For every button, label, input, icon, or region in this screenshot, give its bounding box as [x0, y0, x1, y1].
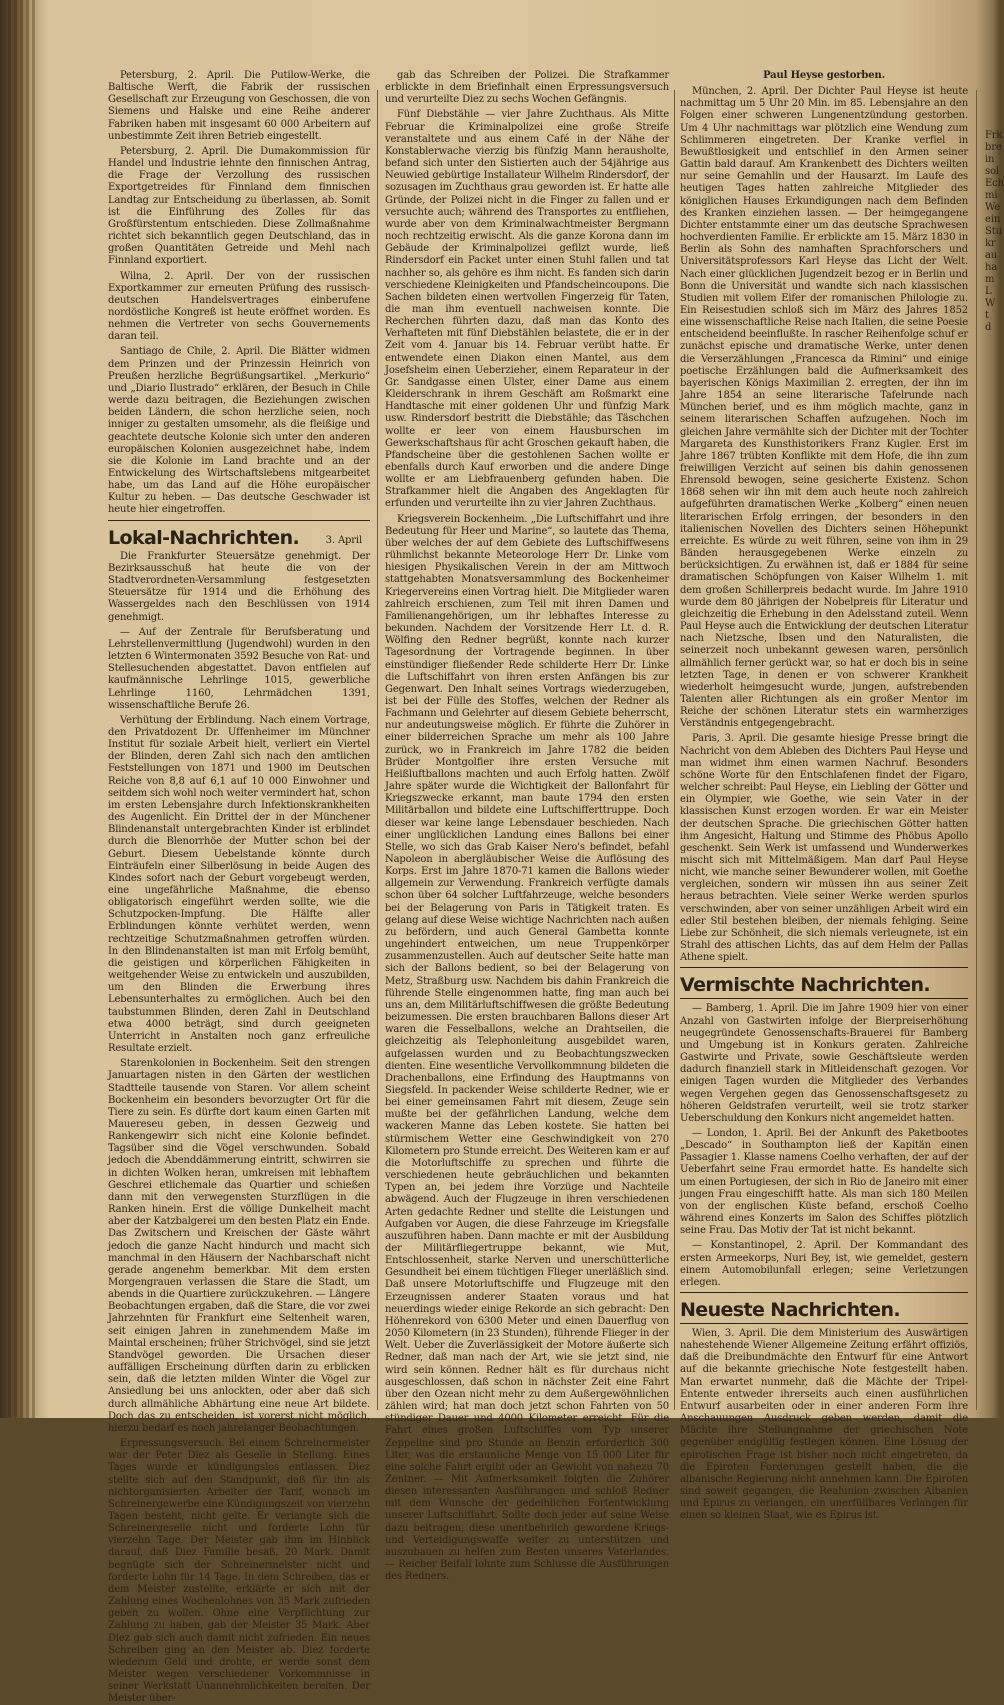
article-erpressung: Erpressungsversuch. Bei einem Schreinermeister war der Peter Diez als Geselle in Stellung. Eines Tages wurde er kündigungslos entlassen. Diez stellte sich auf den Standpunkt, daß für ihn als nichtorganisierten Arbeiter der Tarif, wonach im Schreinergewerbe eine Kündigungszeit von vierzehn Tagen besteht, nicht gelte. Er verlangte sich die Schreinergeselle nicht und forderte Lohn für vierzehn Tage. Der Meister gab ihm im Hinblick darauf, daß Diez Familie besaß, 20 Mark. Damit begnügte sich der Schreinermeister nicht und forderte Lohn für 14 Tage. In dem Schreiben, das er dem Meister zustellte, erklärte er sich mit der Zahlung eines Wochenlohnes von 35 Mark zufrieden geben zu wollen. Ohne eine Verpflichtung zur Zahlung zu haben, gab der Meister 35 Mark. Aber Diez gab sich auch damit nicht zufrieden. Ein neues Schreiben ging an den Meister ab. Diez forderte wiederum Geld und drohte, er werde sonst dem Meister wegen verschiedener Vorkommnisse in seiner Werkstatt Unannehmlichkeiten bereiten. Der Meister über-	[108, 1438, 370, 1705]
section-rule	[680, 998, 968, 999]
cut-line: m	[985, 274, 995, 285]
section-rule	[680, 967, 968, 968]
cut-line: kr	[985, 238, 996, 249]
article-erblindung: Verhütung der Erblindung. Nach einem Vortrage, den Privatdozent Dr. Uffenheimer im Münchner Institut für soziale Arbeit hielt, verliert ein Viertel der Blinden, deren Zahl sich nach den amtlichen Feststellungen von 1871 und 1900 im Deutschen Reiche von 8,8 auf 6,1 auf 10 000 Einwohner und seitdem sich wohl noch weiter vermindert hat, schon im ersten Lebensjahre durch Infektionskrankheiten des Augenlicht. Ein Drittel der in der Münchener Blindenanstalt untergebrachten Kinder ist erblindet durch die Blenorrhöe der Mutter schon bei der Geburt. Diesem Uebelstande könnte durch Einträufeln einer Silberlösung in beide Augen des Kindes sofort nach der Geburt vorgebeugt werden, eine ungefährliche Maßnahme, die ebenso obligatorisch eingeführt werden sollte, wie die Schutzpocken-Impfung. Die Hälfte aller Erblindungen könnte verhütet werden, wenn rechtzeitige Schutzmaßnahmen getroffen würden. In den Blindenanstalten ist man mit Erfolg bemüht, die geistigen und körperlichen Fähigkeiten in weitgehender Weise zu entwickeln und auszubilden, um den Blinden die Erwerbung ihres Lebensunterhaltes zu ermöglichen. Auch bei den taubstummen Blinden, deren Zahl in Deutschland etwa 4000 beträgt, sind durch geeigneten Unterricht in Anstalten noch ganz erfreuliche Resultate erzielt.	[108, 714, 370, 1055]
article-heyse-paris: Paris, 3. April. Die gesamte hiesige Presse bringt die Nachricht von dem Ableben des Dichters Paul Heyse und man widmet ihm einen warmen Nachruf. Besonders schöne Worte für den Entschlafenen findet der Figaro, welcher schreibt: Paul Heyse, ein Liebling der Götter und ein Olympier, wie Goethe, wie sein Vater in der klassischen Kunst erzogen worden. Er war ein Meister der deutschen Sprache. Die griechischen Götter hatten ihm Angesicht, Haltung und Stimme des Phöbus Apollo geschenkt. Sein Werk ist umfassend und Wunderwerkes mischt sich mit Mittelmäßigem. Man darf Paul Heyse nicht, wie manche seiner Bewunderer wollen, mit Goethe vergleichen, sondern wir müssen ihn aus seiner Zeit heraus betrachten. Viele seiner Werke werden spurlos verschwinden, aber von seiner unzähligen Arbeit wird ein edler Stil bestehen bleiben, der niemals fehlging. Seine Liebe zur Schönheit, die sich niemals verleugnete, ist ein Strahl des attischen Lichts, das auf dem Helm der Pallas Athene spielt.	[680, 733, 968, 964]
article-berufsberatung: — Auf der Zentrale für Berufsberatung und Lehrstellenvermittlung (Jugendwohl) wurden in den letzten 6 Wintermonaten 3592 Besuche von Rat- und Stellesuchenden abgestattet. Davon entfielen auf kaufmännische Lehrlinge 1015, gewerbliche Lehrlinge 1160, Lehrmädchen 1391, wissenschaftliche Berufe 26.	[108, 626, 370, 711]
page-edge	[14, 0, 17, 1418]
section-rule	[680, 1323, 968, 1324]
section-rule	[108, 520, 370, 521]
cut-line: d	[985, 322, 992, 333]
cut-line: mi	[985, 190, 998, 201]
column-rule	[674, 90, 675, 1410]
column-rule	[377, 90, 378, 1410]
page-edge	[8, 0, 11, 1418]
cut-line: Ech	[985, 178, 1004, 189]
section-date: 3. April	[325, 534, 362, 546]
article-petersburg-1: Petersburg, 2. April. Die Putilow-Werke, die Baltische Werft, die Fabrik der russischen Gesellschaft zur Erzeugung von Geschossen, die von Siemens und Halske und eine Reihe anderer Fabriken haben mit insgesamt 60 000 Arbeitern auf unbestimmte Zeit ihren Betrieb eingestellt.	[108, 70, 370, 142]
section-heading-neueste: Neueste Nachrichten.	[680, 1299, 900, 1321]
cut-line: ha	[985, 262, 998, 273]
cut-line: ein	[985, 214, 1001, 225]
section-heading-lokal: Lokal-Nachrichten.	[108, 526, 300, 549]
article-santiago: Santiago de Chile, 2. April. Die Blätter widmen dem Prinzen und der Prinzessin Heinrich von Preußen herzliche Begrüßungsartikel. „Merkurio“ und „Diario Ilustrado“ erklären, der Besuch in Chile werde dazu beitragen, die Beziehungen zwischen beiden Ländern, die schon herzliche seien, noch inniger zu gestalten umsomehr, als die fleißige und geachtete deutsche Kolonie sich unter den anderen europäischen Kolonien ausgezeichnet habe, indem sie die Kolonie im Land brachte und an der Entwickelung des Wirtschaftslebens mitgearbeitet habe, um das Land auf die Höhe europäischer Kultur zu heben. — Das deutsche Geschwader ist heute hier eingetroffen.	[108, 346, 370, 516]
article-starenkolonien: Starenkolonien in Bockenheim. Seit den strengen Januartagen nisten in den Gärten der westlichen Stadtteile tausende von Staren. Vor allem scheint Bockenheim ein besonders bevorzugter Ort für die Tiere zu sein. Es dürfte dort kaum einen Garten mit Mauereseu geben, in dessen Gezweig und Rankengewirr sich nicht eine Kolonie befindet. Tagsüber sind die Vögel verschwunden. Sobald jedoch die Abenddämmerung eintritt, schwirren sie in dichten Wolken heran, umkreisen mit lebhaftem Geschrei etlichemale das Quartier und schießen dann mit den verwegensten Sturzflügen in die Ranken hinein. Erst die völlige Dunkelheit macht aber der Katzbalgerei um den besten Platz ein Ende. Das Zwitschern und Kreischen der Gäste währt jedoch die ganze Nacht hindurch und macht sich manchmal in den Häusern der Nachbarschaft nicht gerade angenehm bemerkbar. Mit dem ersten Morgengrauen verlassen die Stare die Stadt, um abends in die Quartiere zurückzukehren. — Längere Beobachtungen ergaben, daß die Stare, die vor zwei Jahrzehnten für Frankfurt eine Seltenheit waren, seit einigen Jahren in zunehmendem Maße im Maintal erscheinen; früher Strichvögel, sind sie jetzt Standvögel geworden. Die Ursachen dieser auffälligen Erscheinung dürften darin zu erblicken sein, daß die letzten milden Winter die Vögel zur Ansiedlung bei uns anlockten, oder aber daß sich durch allmähliche Abhärtung eine neue Art bildete. Doch das zu entscheiden, ist vorerst nicht möglich, hierzu bedarf es noch jahrelanger Beobachtungen.	[108, 1058, 370, 1434]
cut-line: in	[985, 154, 995, 165]
cut-line: bre	[985, 142, 1002, 153]
cut-line: Stu	[985, 226, 1002, 237]
article-wien: Wien, 3. April. Die dem Ministerium des Auswärtigen nahestehende Wiener Allgemeine Zeitung erfährt offiziös, daß die Dreibundmächte den Entwurf für eine Antwort auf die bekannte griechische Note festgestellt haben. Man erwartet nunmehr, daß die Mächte der Tripel-Entente entweder ihrerseits auch einen ausführlichen Entwurf ausarbeiten oder in einer anderen Form ihre Anschauungen Ausdruck geben werden, damit die Mächte ihre Stellungnahme der griechischen Note gegenüber endgültig festlegen können. Eine Lösung der epirotischen Frage ist bisher noch nicht eingetreten, da die Epiroten Forderungen gestellt haben, die die albanische Regierung nicht annehmen kann. Die Epiroten sind soweit gegangen, die Realunion zwischen Albanien und Epirus zu verlangen, ein unerfüllbares Verlangen für einen so kleinen Staat, wie es Epirus ist.	[680, 1328, 968, 1522]
article-wilna: Wilna, 2. April. Der von der russischen Exportkammer zur erneuten Prüfung des russisch-deutschen Handelsvertrages einberufene nordöstliche Kongreß ist heute eröffnet worden. Es nehmen die Vertreter von sechs Gouvernements daran teil.	[108, 270, 370, 343]
cut-line: sol	[985, 166, 999, 177]
page-edge	[20, 0, 23, 1418]
article-diebstaehle: Fünf Diebstähle — vier Jahre Zuchthaus. Als Mitte Februar die Kriminalpolizei eine große Streife veranstaltete und aus einem Café in der Nähe der Konstablerwache vierzig bis fünfzig Mann herausholte, befand sich unter den Sistierten auch der 54jährige aus Neuwied gebürtige Installateur Wilhelm Rindersdorf, der sozusagen im Zuchthaus grau geworden ist. Er hatte alle Gründe, der Polizei nicht in die Finger zu fallen und er versuchte auch; während des Transportes zu entfliehen, wurde aber von dem Kriminalwachtmeister Bergmann noch rechtzeitig erwischt. Als die ganze Korona dann im Gebäude der Kriminalpolizei gefilzt wurde, ließ Rindersdorf ein Packet unter einen Stuhl fallen und tat nachher so, als gehöre es ihm nicht. Es fanden sich darin verschiedene Kleinigkeiten und Pfandscheincoupons. Die Sachen bildeten einen wertvollen Fingerzeig für Taten, die man ihm eventuell nachweisen konnte. Die Recherchen führten dazu, daß man das Konto des Verhafteten mit fünf Diebstählen belastete, die er in der Zeit vom 4. Januar bis 14. Februar verübt hatte. Er entwendete einen Diakon einen Mantel, aus dem Josefsheim einen Ueberzieher, einem Reparateur in der Gr. Sandgasse einen Ulster, einer Dame aus einem Kleiderschrank in ihrem Geschäft am Roßmarkt eine Handtasche mit einer goldenen Uhr und fünfzig Mark usw. Rindersdorf bestritt die Diebstähle; das Täschchen wollte er leer von einem Hausburschen im Gewerkschaftshaus für acht Groschen gekauft haben, die Pfandscheine über die gestohlenen Sachen wollte er ebenfalls durch Kauf erworben und die andere Dinge wollte er am Liebfrauenberg gefunden haben. Die Strafkammer hielt die Angaben des Angeklagten für erfunden und verurteilte ihn zu vier Jahren Zuchthaus.	[385, 109, 669, 510]
column-3	[680, 70, 968, 1522]
article-petersburg-2: Petersburg, 2. April. Die Dumakommission für Handel und Industrie lehnte den finnischen Antrag, die Frage der Verzollung des russischen Exportgetreides für Finnland dem finnischen Landtag zur Entscheidung zu überlassen, ab. Somit ist die Einführung des Zolles für das Großfürstentum entschieden. Diese Zollmaßnahme richtet sich bekanntlich gegen Deutschland, das in großen Quantitäten Getreide und Mehl nach Finnland exportiert.	[108, 145, 370, 267]
page-edge	[26, 0, 29, 1418]
article-kriegsverein: Kriegsverein Bockenheim. „Die Luftschiffahrt und ihre Bedeutung für Heer und Marine“, so lautete das Thema, über welches der auf dem Gebiete des Luftschiffwesens rühmlichst bekannte Meteorologe Herr Dr. Linke vom hiesigen Physikalischen Verein in der am Mittwoch stattgehabten Monatsversammlung des Bockenheimer Kriegervereins einen Vortrag hielt. Die Mitglieder waren zahlreich erschienen, zum Teil mit ihren Damen und Familienangehörigen, um ihr lebhaftes Interesse zu bekunden. Nachdem der Vorsitzende Herr Lt. d. R. Wölfing den Redner begrüßt, konnte nach kurzer Tagesordnung der Vortragende beginnen. In über einstündiger fließender Rede schilderte Herr Dr. Linke die Luftschiffahrt von ihren ersten Anfängen bis zur Gegenwart. Den Inhalt seines Vortrags wiederzugeben, ist bei der Fülle des Stoffes, welchen der Redner als Fachmann und Gelehrter auf diesem Gebiete beherrscht, nur andeutungsweise möglich. Er führte die Zuhörer in einer bilderreichen Sprache um mehr als 100 Jahre zurück, wo in Frankreich im Jahre 1782 die beiden Brüder Montgolfier ihre ersten Versuche mit Heißluftballons machten und auch Erfolg hatten. Zwölf Jahre später wurde die Wichtigkeit der Ballonfahrt für Kriegszwecke erkannt, man baute 1794 den ersten Militärballon und bildete eine Luftschifferttruppe. Doch dieser war keine lange Lebensdauer beschieden. Nach einer unglücklichen Landung eines Ballons bei einer Stelle, wo sich das Grab Kaiser Nero's befindet, befahl Napoleon in abergläubischer Weise die Auflösung des Korps. Erst im Jahre 1870-71 kamen die Ballons wieder allgemein zur Verwendung. Frankreich verfügte damals schon über 64 solcher Luftfahrzeuge, welche besonders bei der Belagerung von Paris in Tätigkeit traten. Es gelang auf diese Weise wichtige Nachrichten nach außen zu befördern, und auch General Gambetta konnte ungehindert entweichen, um neue Truppenkörper zusammenzustellen. Auch auf deutscher Seite hatte man sich der Ballons bedient, so bei der Belagerung von Metz, Straßburg usw. Nachdem bis dahin Frankreich die führende Stelle eingenommen hatte, fing man auch bei uns an, dem Militärluftschiffwesen die größte Bedeutung beizumessen. Die ersten brauchbaren Ballons dieser Art waren die Fesselballons, welche an Drahtseilen, die gleichzeitig als Telephonleitung ausgebildet waren, aufgelassen wurden und zu Beobachtungszwecken dienten. Eine wesentliche Vervollkommnung bildeten die Drachenballons, eine Erfindung des Hauptmanns von Siegsfeld. In packender Weise schilderte Redner, wie er bei einer gemeinsamen Fahrt mit diesem, Zeuge sein mußte bei der gefährlichen Landung, welche dem wackeren Manne das Leben kostete. Sie hatten bei stürmischem Wetter eine Geschwindigkeit von 270 Kilometern pro Stunde erreicht. Des Weiteren kam er auf die Motorluftschiffe zu sprechen und führte die verschiedenen heute gebräuchlichen und bekannten Typen an, bei jedem ihre Vorzüge und Nachteile abwägend. Auch der Flugzeuge in ihren verschiedenen Arten gedachte Redner und stellte die Leistungen und Aufgaben vor Augen, die diese Fahrzeuge im Kriegsfalle auszuführen haben. Dann machte er mit der Ausbildung der Militärfliegertruppe bekannt, wie Mut, Entschlossenheit, starke Nerven und unerschütterliche Gesundheit bei einem tüchtigen Flieger unerläßlich sind. Daß unsere Motorluftschiffe und Flugzeuge mit den Erzeugnissen anderer Staaten voraus und hat neuerdings wieder einige Rekorde an sich gebracht: Den Höhenrekord von 6300 Meter und einen Dauerflug von 2050 Kilometern (in 23 Stunden), führende Flieger in der Welt. Ueber die Zuverlässigkeit der Motore äußerte sich Redner, daß man nach der Art, wie sie jetzt sind, nie wird sein können. Redner hält es für durchaus nicht ausgeschlossen, daß schon in nächster Zeit eine Fahrt über den Ozean nicht mehr zu dem Außergewöhnlichen zählen wird; hat man doch jetzt schon Fahrten von 50 stündiger Dauer und 4000 Kilometer erreicht. Für die Fahrt eines großen Luftschiffes vom Typ unserer Zeppeline sind pro Stunde an Benzin erforderlich 300 Liter, was die erstaunliche Menge von 15 000 Liter für eine solche Fahrt ergibt oder an Gewicht von nahezu 70 Zentner. — Mit Aufmerksamkeit folgten die Zuhörer diesen interessanten Ausführungen und schloß Redner mit dem Wunsche der gedeihlichen Fortentwicklung unserer Luftschiffahrt. Sollte doch jeder auf seine Weise dazu beitragen, diese unentbehrlich gewordene Kriegs- und Verteidigungswaffe weiter zu unterstützen und auszubauen zu helfen zum Besten unseres Vaterlandes. — Reicher Beifall lohnte zum Schlusse die Ausführungen des Redners.	[385, 513, 669, 1583]
cut-line: We	[985, 202, 1001, 213]
article-london: — London, 1. April. Bei der Ankunft des Paketbootes „Descado“ in Southampton ließ der Kapitän einen Passagier 1. Klasse namens Coelho verhaften, der auf der Ueberfahrt seine Frau ermordet hatte. Es handelte sich um einen Portugiesen, der sich in Rio de Janeiro mit einer jungen Frau eingeschifft hatte. Als man sich 180 Meilen von der englischen Küste befand, erschoß Coelho während eines Konzerts im Salon des Schiffes plötzlich seine Frau. Das Motiv der Tat ist nicht bekannt.	[680, 1127, 968, 1237]
column-1	[108, 70, 370, 1705]
article-bamberg: — Bamberg, 1. April. Die im Jahre 1909 hier von einer Anzahl von Gastwirten infolge der Bierpreiserhöhung neugegründete Genossenschafts-Brauerei für Bamberg und Umgebung ist in Konkurs geraten. Zahlreiche Gastwirte und Private, sowie Geschäftsleute werden dadurch finanziell stark in Mitleidenschaft gezogen. Vor einigen Tagen wurden die Mitglieder des Verbandes wegen Vergehen gegen das Genossenschaftsgesetz zu höheren Geldstrafen verurteilt, weil sie trotz starker Ueberschuldung den Konkurs nicht angemeldet hatten.	[680, 1003, 968, 1124]
article-heyse-muenchen: München, 2. April. Der Dichter Paul Heyse ist heute nachmittag um 5 Uhr 20 Min. im 85. Lebensjahre an den Folgen einer schweren Lungenentzündung gestorben. Um 4 Uhr nachmittags war plötzlich eine Wendung zum Schlimmeren eingetreten. Der Kranke verfiel in Bewußtlosigkeit und entschlief in den Armen seiner Gattin bald darauf. Am Krankenbett des Dichters weilten nur seine Gemahlin und der Hausarzt. Im Laufe des heutigen Tages hatten zahlreiche Mitglieder des königlichen Hauses Erkundigungen nach dem Befinden des Kranken einziehen lassen. — Der heimgegangene Dichter entstammte einer um das deutsche Sprachwesen hochverdienten Familie. Er erblickte am 15. März 1830 in Berlin als Sohn des namhaften Sprachforschers und Universitätsprofessors Karl Heyse das Licht der Welt. Nach einer glücklichen Jugendzeit bezog er in Berlin und Bonn die Universität und wandte sich nach klassischen Studien mit vollem Eifer der romanischen Philologie zu. Ein Reisestudien schloß sich im März des Jahres 1852 eine wissenschaftliche Reise nach Italien, die seine Poesie entscheidend beeinflußte. In rascher Reihenfolge schuf er zunächst epische und dramatische Werke, unter denen die Verserzählungen „Francesca da Rimini“ und einige poetische Erzählungen bald die Aufmerksamkeit des bayerischen Königs Maximilian 2. erregten, der ihn im Jahre 1854 an seine literarische Tafelrunde nach München berief, und es ihm möglich machte, ganz in seinem literarischen Schaffen aufzugehen. Noch im gleichen Jahre vermählte sich der Dichter mit der Tochter Margareta des Kunsthistorikers Franz Kugler. Erst im Jahre 1867 trübten Konflikte mit dem Hofe, die ihn zum freiwilligen Verzicht auf seinen bis dahin genossenen Ehrensold bewogen, seine gesicherte Existenz. Schon 1868 sehen wir ihn mit dem auch heute noch zahlreich aufgeführten dramatischen Werke „Kolberg“ einen neuen literarischen Erfolg erringen, der besonders in den italienischen Novellen des Dichters seinen Höhepunkt erreichte. Es würde zu weit führen, seine von ihm in 29 Bänden herausgegebenen Werke einzeln zu berücksichtigen. Zu erwähnen ist, daß er 1884 für seine dramatischen Schöpfungen von Kaiser Wilhelm 1. mit dem großen Schillerpreis bedacht wurde. Im Jahre 1910 wurde dem 80 jährigen der Nobelpreis für Literatur und gleichzeitig die Erhebung in den Adelsstand zuteil. Wenn Paul Heyse auch die Entwicklung der deutschen Literatur nach Nietzsche, Ibsen und den Naturalisten, die seinerzeit noch unbekannt gewesen waren, persönlich allmählich ferner gerückt war, so hat er doch bis in seine letzten Tage, in denen er von schwerer Krankheit wiederholt heimgesucht wurde, jungen, aufstrebenden Talenten aller Richtungen als ein großer Mentor im Reiche der schönen Literatur stets ein warmherziges Verständnis entgegengebracht.	[680, 86, 968, 730]
cut-line: Frk	[985, 130, 1003, 141]
column-4-cut	[985, 130, 1004, 1470]
article-konstantinopel: — Konstantinopel, 2. April. Der Kommandant des ersten Armeekorps, Nuri Bey, ist, wie gemeldet, gestern einem Automobilunfall erlegen; seine Verletzungen erlegen.	[680, 1240, 968, 1288]
page-edge	[32, 0, 35, 1418]
column-rule	[976, 90, 977, 1410]
cut-line: L	[985, 286, 992, 297]
heading-heyse: Paul Heyse gestorben.	[763, 70, 885, 81]
cut-line: t	[985, 310, 989, 321]
section-rule	[680, 1292, 968, 1293]
article-erpressung-cont: gab das Schreiben der Polizei. Die Strafkammer erblickte in dem Briefinhalt einen Erpressungsversuch und verurteilte Diez zu sechs Wochen Gefängnis.	[385, 70, 669, 106]
cut-line: au	[985, 250, 998, 261]
section-heading-vermischte: Vermischte Nachrichten.	[680, 974, 931, 997]
column-2	[385, 70, 669, 1583]
article-steuersaetze: Die Frankfurter Steuersätze genehmigt. Der Bezirksausschuß hat heute die von der Stadtverordneten-Versammlung festgesetzten Steuersätze für 1914 und die Erhöhung des Wassergeldes nach den Beschlüssen von 1914 genehmigt.	[108, 550, 370, 623]
cut-line: W	[985, 298, 996, 309]
